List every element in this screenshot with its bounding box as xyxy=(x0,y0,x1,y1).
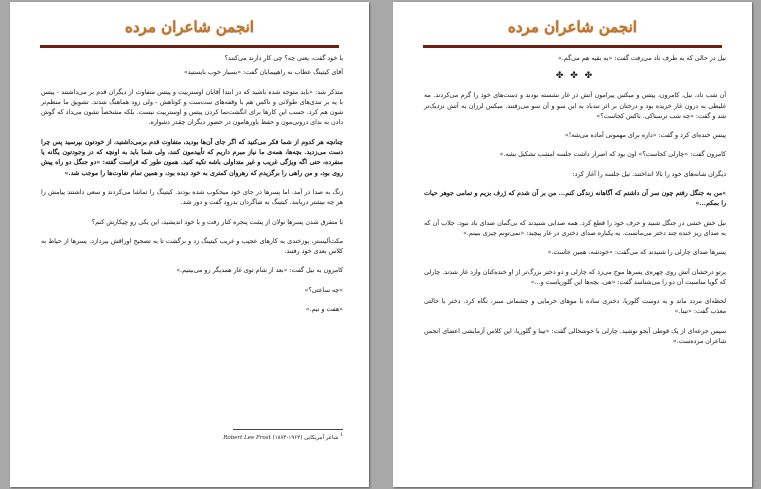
header-rule xyxy=(423,45,722,48)
paragraph: پیتس خنده‌ای کرد و گفت: «داره برای مهمونی آماده می‌شه!» xyxy=(564,132,726,140)
paragraph: پرتو درخشان آتش روی چهره‌ی پسرها موج می‌زد که چارلی و دو دختر بزرگ‌تر از او خنده‌کنان وارد غار شدند. چارلی که گویا مناسبت آن دو را می‌شناسد گفت: «هی، بچه‌ها این گلوریاست و...» xyxy=(424,268,726,286)
paragraph: لحظه‌ای مردد ماند و به دوست گلوریا، دختری ساده با موهای خرمایی و چشمانی سبز، نگاه کرد. دختر با حالتی معذب گفت: «تینا.» xyxy=(424,298,726,316)
left-page-body xyxy=(41,54,343,324)
paragraph: با خود گفت، یعنی چه؟ چی کار دارند می‌کنند؟ xyxy=(224,55,343,62)
paragraph: مکث‌آلیستر، پوزخندی به کارهای عجیب و غریب کیتینگ زد و برگشت تا به تصحیح اوراقش بپردازد. پسرها از حیاط به کلاس بعدی خود رفتند. xyxy=(41,237,343,256)
right-page-body xyxy=(424,54,726,356)
paragraph: نیل در حالی که به طرف تاد می‌رفت گفت: «به بقیه هم می‌گم.» xyxy=(558,55,726,62)
paragraph: سپس جرعه‌ای از یک قوطی آبجو نوشید. چارلی با خوشحالی گفت: «تینا و گلوریا، این کلاس آزمایشی اعضای انجمن شاعران مرده‌ست.» xyxy=(424,327,726,346)
paragraph: «من به جنگل رفتم چون سر آن داشتم که آگاهانه زندگی کنم... من بر آن شدم که ژرف بزیم و تمامی جوهر حیات را بمکم...» xyxy=(424,190,726,208)
page-header xyxy=(423,16,722,48)
paragraph: آن شب تاد، نیل، کامرون، پیتس و میکس پیرامون آتش در غار نشسته بودند و دست‌های خود را گرم می‌کردند. مه غلیظی به درون غار خزیده بود و درختان بر اثر تندباد به این سو و آن سو می‌رفتند. میکس لرزان به آتش نزدیک‌تر شد و گفت: «چه شب ترسناکی. ناکس کجاست؟» xyxy=(424,92,726,120)
paragraph: «هفت و نیم.» xyxy=(305,306,343,314)
paragraph: کامرون به نیل گفت: «بعد از شام توی غار همدیگر رو می‌بینیم.» xyxy=(176,267,343,275)
page-right xyxy=(393,2,752,487)
paragraph: آقای کیتینگ عطاب به راهپیمایان گفت: «بسیار خوب بایستید» xyxy=(183,69,343,77)
paragraph: متذکر شد: «باید متوجه شده باشید که در ابتدا آقایان اوسترییت و پیتس متفاوت از دیگران قدم بر می‌داشتند - پیتس با یه بر تندی‌های طولانی و ناکس هم با وقفه‌های ست‌ست و کوتاهش - ولی زود هماهنگ شدند. تشویق ما منظم‌تر شون هم کرد. حسب این کارها برای انگشت‌نما کردن پیتس و اوسترییت نیست. بلکه مشخصاً نشون می‌داد که گوش دادن به ندای درونی‌مون و حفظ باورهامون در حضور دیگران چقدر دشواره. xyxy=(41,88,343,127)
paragraph: زنگ به صدا در آمد. اما پسرها در جای خود میخکوب شده بودند. کیتینگ را تماشا می‌کردند و سعی داشتند پیامش را هر چه بیشتر دریابند. کیتینگ به شاگردان بدرود گفت و دور شد. xyxy=(41,188,343,207)
page-left xyxy=(10,2,369,487)
paragraph: نیل خش خشی در جنگل شنید و حرف خود را قطع کرد. همه صدایی شنیدند که بی‌گمان صدای باد نبود. جلاب آن که به صدای ریز خنده چند دختر می‌مانست. یه یکباره صدای دختری در غار پیچید: «نمی‌تونم چیزی ببینم.» xyxy=(424,219,726,237)
footnote-years: (۱۹۶۳-۱۸۷۴) xyxy=(272,434,303,441)
paragraph: کامرون گفت: «چارلی کجاست؟» اون بود که اصرار داشت جلسه امشب تشکیل بشه.» xyxy=(499,151,726,159)
paragraph: «چه ساعتی؟» xyxy=(304,286,343,294)
footnote-name: Robert Lee Frost xyxy=(223,434,271,441)
section-separator: ✤ ✤ ✤ xyxy=(555,71,595,82)
paragraph: چنانچه هر کدوم از شما فکر می‌کنید که اگر جای آن‌ها بودید، متفاوت قدم برمی‌داشتید، از خودتون بپرسید پس چرا دست می‌زدید. بچه‌ها، همه‌ی ما نیاز مبرم داریم که تأییدمون کنند، ولی شما باید به اونچه که در وجودتون یگانه یا منفرده، حتی اگه ویژگی غریب و غیر متداولی باشه تکیه کنید. همون طور که فراست گفته: «دو جنگل دو راه پیش روی بود، و من راهی را برگزیدم که رهروان کمتری به خود دیده بود، و همین تمام تفاوت‌ها را موجب شد.» xyxy=(41,138,343,177)
footnote-label: شاعر آمریکایی xyxy=(304,434,339,441)
header-rule xyxy=(40,45,339,48)
footnote: $^1$ شاعر آمریکایی (۱۹۶۳-۱۸۷۴) Robert Lee Frost xyxy=(223,433,343,441)
header-title: انجمن شاعران مرده xyxy=(508,18,637,36)
header-title: انجمن شاعران مرده xyxy=(125,18,254,36)
footnote-rule xyxy=(233,429,343,430)
page-header xyxy=(40,16,339,48)
paragraph: پسرها صدای چارلی را شنیدند که می‌گفت: «خودشه، همین جاست.» xyxy=(547,249,726,257)
paragraph: با متفرق شدن پسرها نولان از پشت پنجره کنار رفت و با خود اندیشید، این یکی رو چیکارش کنم؟ xyxy=(91,218,343,226)
paragraph: دیگران شانه‌های خود را بالا انداختند. نیل جلسه را آغاز کرد: xyxy=(572,170,726,178)
